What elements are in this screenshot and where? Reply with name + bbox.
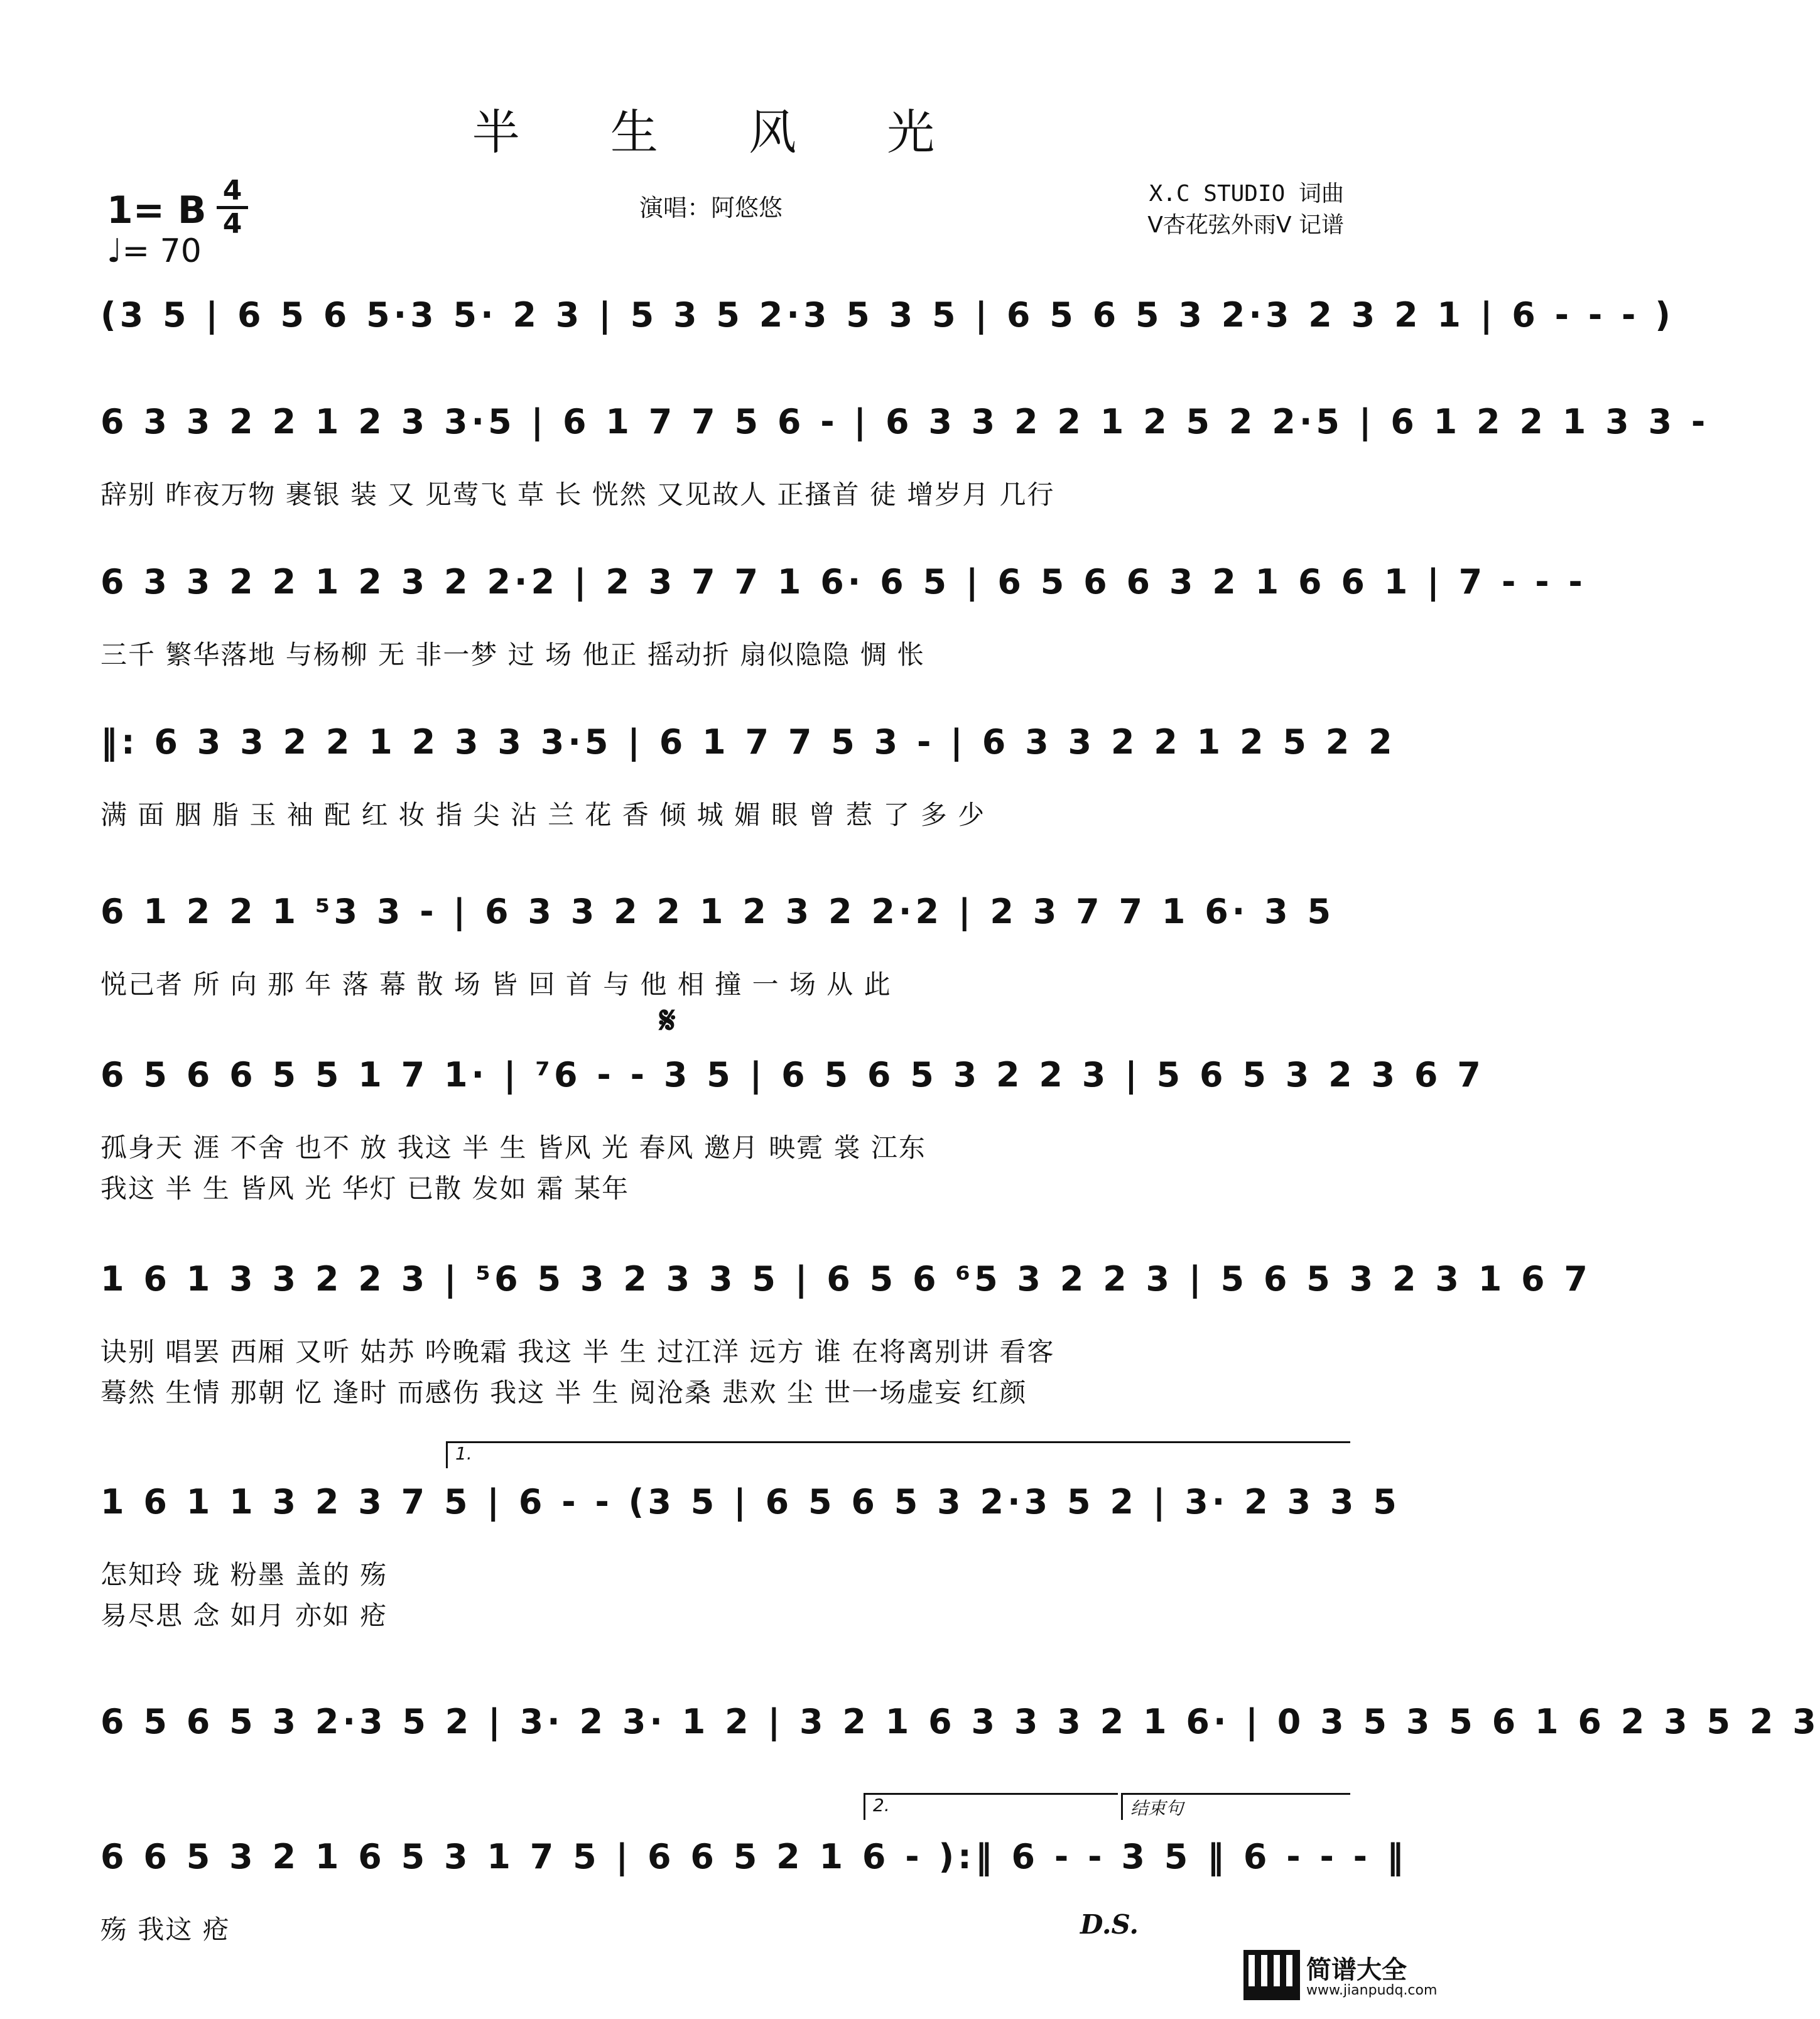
lyrics-line: 诀别 唱罢 西厢 又听 姑苏 吟晚霜 我这 半 生 过江洋 远方 谁 在将离别讲 看客 [100, 1336, 1055, 1367]
meter-top: 4 [222, 175, 242, 207]
lyrics-line: 蓦然 生情 那朝 忆 逢时 而感伤 我这 半 生 阅沧桑 悲欢 尘 世一场虚妄 红颜 [100, 1377, 1027, 1408]
notes-line: 6 3 3 2 2 1 2 3 2 2·2 | 2 3 7 7 1 6· 6 5 | 6 5 6 6 3 2 1 6 6 1 | 7 - - - [100, 562, 1586, 602]
volta-final-ending: 结束句 [1121, 1793, 1350, 1820]
watermark-url: www.jianpudq.com [1306, 1983, 1438, 1998]
score-system-4 [100, 722, 1396, 835]
lyrics-line: 三千 繁华落地 与杨柳 无 非一梦 过 场 他正 摇动折 扇似隐隐 惆 怅 [100, 639, 925, 670]
notes-line: 6 6 5 3 2 1 6 5 3 1 7 5 | 6 6 5 2 1 6 - ):‖ 6 - - 3 5 ‖ 6 - - - ‖ [100, 1837, 1407, 1876]
lyrics-line: 我这 半 生 皆风 光 华灯 已散 发如 霜 某年 [100, 1173, 630, 1204]
score-system-7 [100, 1259, 1592, 1416]
watermark-brand: 简谱大全 [1306, 1956, 1407, 1984]
notes-line: ‖: 6 3 3 2 2 1 2 3 3 3·5 | 6 1 7 7 5 3 - | 6 3 3 2 2 1 2 5 2 2 [100, 722, 1396, 762]
page-title: 半 生 风 光 [472, 104, 973, 160]
score-system-10 [100, 1837, 1407, 1950]
volta-first-ending: 1. [446, 1441, 1350, 1468]
notes-line: 1 6 1 1 3 2 3 7 5 | 6 - - (3 5 | 6 5 6 5 3 2·3 5 2 | 3· 2 3 3 5 [100, 1482, 1400, 1522]
meter-bottom: 4 [222, 208, 242, 240]
notes-line: 6 5 6 5 3 2·3 5 2 | 3· 2 3· 1 2 | 3 2 1 6 3 3 3 2 1 6· | 0 3 5 3 5 6 1 6 2 3 5 2 3 [100, 1702, 1820, 1741]
time-signature [217, 177, 248, 238]
score-system-6 [100, 1055, 1485, 1212]
score-system-2 [100, 402, 1709, 515]
score-system-9 [100, 1702, 1820, 1765]
lyrics-line: 辞别 昨夜万物 裹银 装 又 见莺飞 草 长 恍然 又见故人 正搔首 徒 增岁月 几行 [100, 479, 1055, 510]
site-watermark [1243, 1950, 1438, 2006]
da-segno-marking: D.S. [1080, 1909, 1139, 1940]
lyrics-line: 殇 我这 疮 [100, 1914, 230, 1945]
composer-credit: X.C STUDIO 词曲 [1149, 181, 1344, 207]
notes-line: (3 5 | 6 5 6 5·3 5· 2 3 | 5 3 5 2·3 5 3 5 | 6 5 6 5 3 2·3 2 3 2 1 | 6 - - - ) [100, 295, 1674, 335]
notes-line: 1 6 1 3 3 2 2 3 | ⁵6 5 3 2 3 3 5 | 6 5 6 ⁶5 3 2 2 3 | 5 6 5 3 2 3 1 6 7 [100, 1259, 1592, 1299]
piano-logo-icon [1243, 1950, 1300, 2000]
lyrics-line: 孤身天 涯 不舍 也不 放 我这 半 生 皆风 光 春风 邀月 映霓 裳 江东 [100, 1132, 926, 1163]
volta-second-ending: 2. [864, 1793, 1118, 1820]
notes-line: 6 5 6 6 5 5 1 7 1· | ⁷6 - - 3 5 | 6 5 6 5 3 2 2 3 | 5 6 5 3 2 3 6 7 [100, 1055, 1485, 1095]
score-system-3 [100, 562, 1586, 675]
singer-credit: 演唱：阿悠悠 [639, 194, 783, 222]
transcriber-credit: V杏花弦外雨V 记谱 [1147, 212, 1344, 238]
lyrics-line: 满 面 胭 脂 玉 袖 配 红 妆 指 尖 沾 兰 花 香 倾 城 媚 眼 曾 惹 了 多 少 [100, 799, 986, 830]
score-system-1 [100, 295, 1674, 358]
lyrics-line: 悦己者 所 向 那 年 落 幕 散 场 皆 回 首 与 他 相 撞 一 场 从 此 [100, 969, 892, 1000]
tempo-marking: ♩= 70 [107, 232, 202, 270]
score-system-8 [100, 1482, 1400, 1639]
notes-line: 6 3 3 2 2 1 2 3 3·5 | 6 1 7 7 5 6 - | 6 3 3 2 2 1 2 5 2 2·5 | 6 1 2 2 1 3 3 - [100, 402, 1709, 441]
lyrics-line: 怎知玲 珑 粉墨 盖的 殇 [100, 1559, 388, 1590]
score-system-5 [100, 892, 1341, 1005]
lyrics-line: 易尽思 念 如月 亦如 疮 [100, 1600, 388, 1631]
notes-line: 6 1 2 2 1 ⁵3 3 - | 6 3 3 2 2 1 2 3 2 2·2 | 2 3 7 7 1 6· 3 5 [100, 892, 1335, 931]
key-signature: 1= B [107, 188, 207, 232]
segno-sign: 𝄋 [659, 999, 676, 1042]
